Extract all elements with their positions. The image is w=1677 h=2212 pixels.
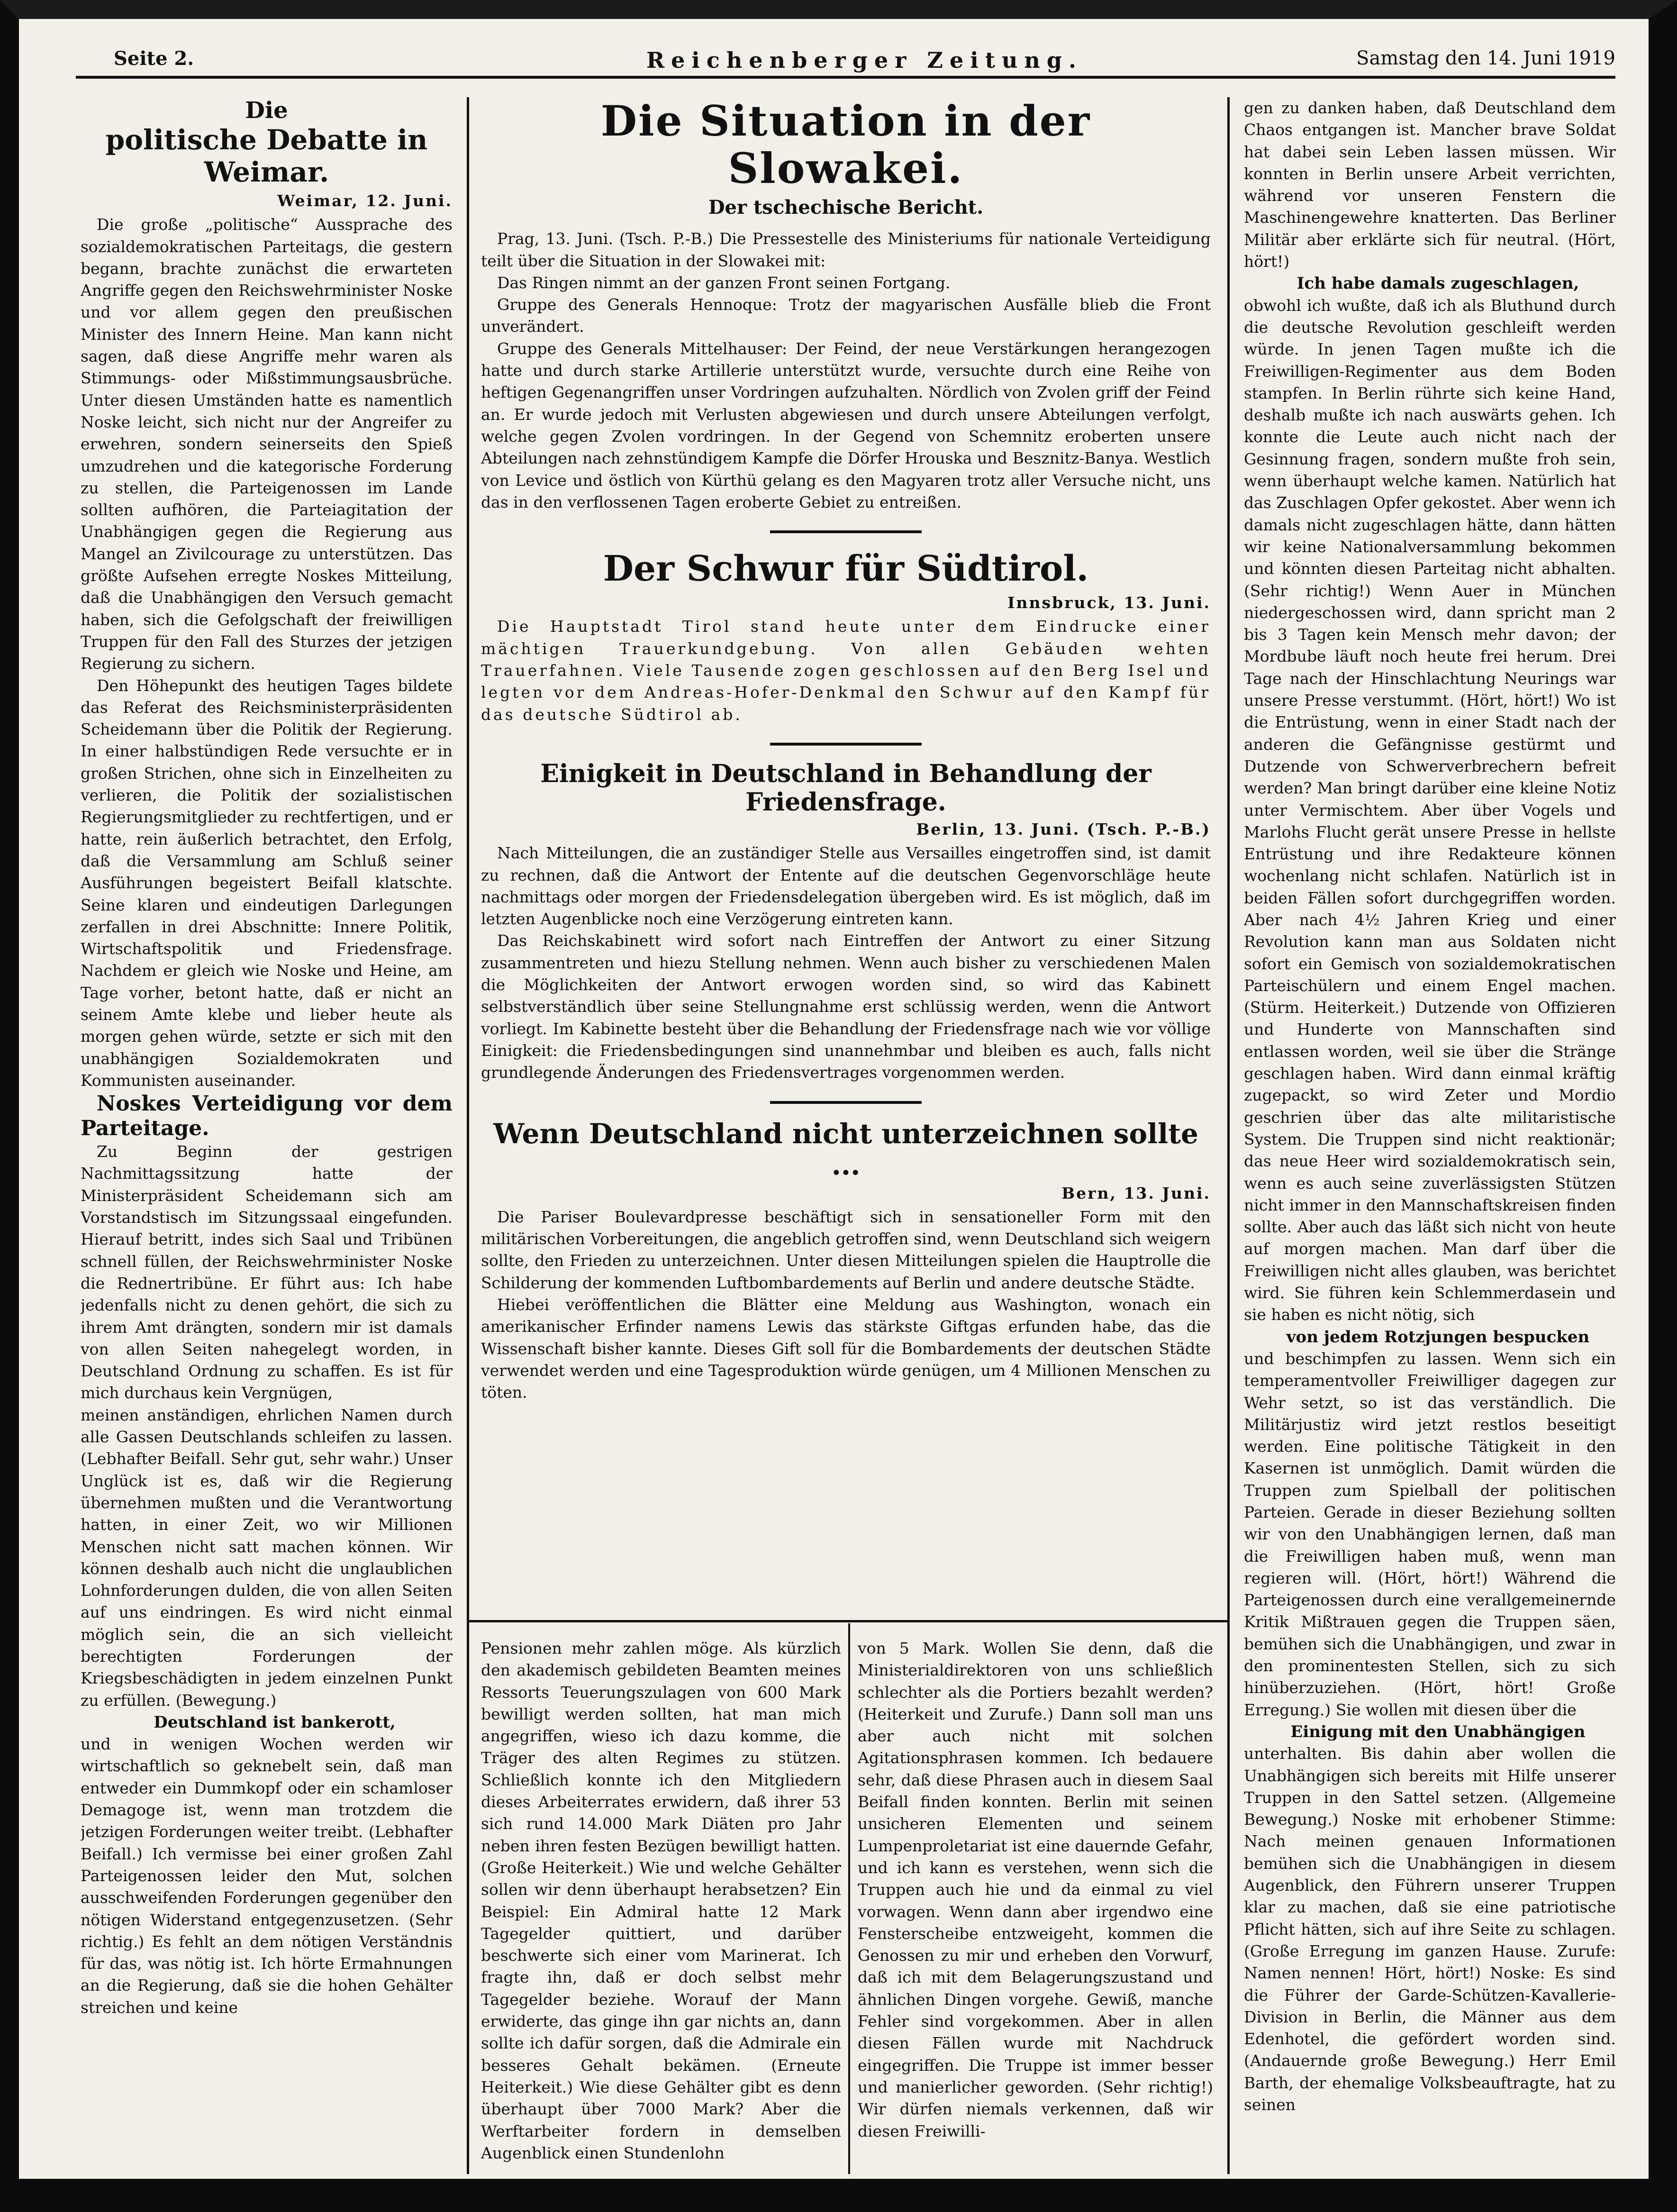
newspaper-name: Reichenberger Zeitung. xyxy=(646,47,1083,73)
paragraph: Gruppe des Generals Hennoque: Trotz der magyarischen Ausfälle blieb die Front unverändert. xyxy=(481,295,1211,336)
section-rule xyxy=(469,1620,1227,1622)
article-title: Wenn Deutschland nicht unterzeichnen sollte ... xyxy=(493,1117,1198,1181)
issue-date: Samstag den 14. Juni 1919 xyxy=(1356,47,1615,69)
article-title: politische Debatte in Weimar. xyxy=(105,124,428,188)
dateline: Bern, 13. Juni. xyxy=(1061,1183,1211,1202)
page-number: Seite 2. xyxy=(114,47,194,70)
dateline: Innsbruck, 13. Juni. xyxy=(1007,593,1211,612)
paragraph: Die Hauptstadt Tirol stand heute unter dem Eindrucke einer mächtigen Trauerkundgebung. Von allen Gebäuden wehten Trauerfahnen. Viele Tausende zogen geschlossen auf den Berg Isel und legten vor dem Andreas-Hofer-Denkmal den Schwur auf den Kampf für das deutsche Südtirol ab. xyxy=(481,617,1211,724)
article-title: Der Schwur für Südtirol. xyxy=(603,548,1089,590)
dateline: Berlin, 13. Juni. (Tsch. P.-B.) xyxy=(916,819,1211,838)
column-center-lower-right xyxy=(858,1638,1213,2174)
paragraph: Das Reichskabinett wird sofort nach Eintreffen der Antwort zu einer Sitzung zusammentreten und hiezu Stellung nehmen. Wenn auch bisher zu verschiedenen Malen die Möglichkeiten der Antwort erwogen worden sind, so wird das Kabinett selbstverständlich über seine Stellungnahme erst schlüssig werden, wenn die Antwort vorliegt. Im Kabinette besteht über die Behandlung der Friedensfrage nach wie vor völlige Einigkeit: die Friedensbedingungen sind unannehmbar und bleiben es auch, falls nicht grundlegende Änderungen des Friedensvertrages vorgenommen werden. xyxy=(481,931,1211,1082)
subheading: Deutschland ist bankerott, xyxy=(154,1712,396,1732)
paragraph: und beschimpfen zu lassen. Wenn sich ein temperamentvoller Freiwilliger dagegen zur Wehr setzt, so ist das verständlich. Die Militärjustiz wird jetzt restlos beseitigt werden. Eine politische Tätigkeit in den Kasernen ist unmöglich. Damit würden die Truppen zum Spielball der politischen Parteien. Gerade in dieser Beziehung sollten wir von den Unabhängigen lernen, daß man die Freiwilligen haben muß, wenn man regieren will. (Hört, hört!) Während die Parteigenossen durch eine verallgemeinernde Kritik Mißtrauen gegen die Truppen säen, bemühen sich die Unabhängigen, und zwar in den prominentesten Stellen, sich zu sich hinüberzuziehen. (Hört, hört! Große Erregung.) Sie wollen mit diesen über die xyxy=(1244,1349,1616,1719)
subheading: von jedem Rotzjungen bespucken xyxy=(1286,1327,1590,1347)
divider xyxy=(770,743,922,746)
column-rule-right xyxy=(1227,97,1230,2174)
dateline: Weimar, 12. Juni. xyxy=(277,191,453,210)
column-left xyxy=(81,97,453,2174)
masthead xyxy=(114,47,1615,76)
paragraph: Die Pariser Boulevardpresse beschäftigt sich in sensationeller Form mit den militärischen Vorbereitungen, die angeblich getroffen sind, wenn Deutschland sich weigern sollte, den Frieden zu unterzeichnen. Unter diesen Mitteilungen spielen die Hauptrolle die Schilderung der kommenden Luftbombardements auf Berlin und andere deutsche Städte. xyxy=(481,1207,1211,1292)
column-center xyxy=(481,97,1211,1609)
paragraph: Gruppe des Generals Mittelhauser: Der Feind, der neue Verstärkungen herangezogen hatte und durch starke Artillerie unterstützt wurde, versuchte durch eine Reihe von heftigen Gegenangriffen unser Vordringen aufzuhalten. Nördlich von Zvolen griff der Feind an. Er wurde jedoch mit Verlusten abgewiesen und durch unsere Abteilungen verfolgt, welche gegen Zvolen vordringen. In der Gegend von Schemnitz eroberten unsere Abteilungen nach zehnstündigem Kampfe die Dörfer Hrouska und Besznitz-Banya. Westlich von Levice und östlich von Kürthü gelang es den Magyaren trotz aller Versuche nicht, uns das in den verflossenen Tagen eroberte Gebiet zu entreißen. xyxy=(481,339,1211,511)
paragraph: Nach Mitteilungen, die an zuständiger Stelle aus Versailles eingetroffen sind, ist damit zu rechnen, daß die Antwort der Entente auf die deutschen Gegenvorschläge heute nachmittags oder morgen der Friedensdelegation übergeben wird. Es ist möglich, daß im letzten Augenblicke noch eine Verzögerung eintreten kann. xyxy=(481,844,1211,928)
paragraph: Pensionen mehr zahlen möge. Als kürzlich den akademisch gebildeten Beamten meines Ressorts Teuerungszulagen von 600 Mark bewilligt werden sollten, hat man mich angegriffen, wieso ich dazu komme, die Träger des alten Regimes zu stützen. Schließlich konnte ich den Mitgliedern dieses Arbeiterrates erwidern, daß ihrer 53 sich rund 14.000 Mark Diäten pro Jahr neben ihren festen Bezügen bewilligt hatten. (Große Heiterkeit.) Wie und welche Gehälter sollen wir denn überhaupt herabsetzen? Ein Beispiel: Ein Admiral hatte 12 Mark Tagegelder quittiert, und darüber beschwerte sich einer vom Marinerat. Ich fragte ihn, daß er doch selbst mehr Tagegelder beziehe. Worauf der Mann erwiderte, das ginge ihn gar nichts an, dann sollte ich dafür sorgen, daß die Admirale ein besseres Gehalt bekämen. (Erneute Heiterkeit.) Wie diese Gehälter gibt es denn überhaupt über 7000 Mark? Aber die Werftarbeiter fordern in demselben Augenblick einen Stundenlohn xyxy=(481,1639,841,2162)
paragraph: Das Ringen nimmt an der ganzen Front seinen Fortgang. xyxy=(497,273,951,292)
paragraph: und in wenigen Wochen werden wir wirtschaftlich so geknebelt sein, daß man entweder ein Dummkopf oder ein schamloser Demagoge ist, wenn man trotzdem die jetzigen Forderungen weiter treibt. (Lebhafter Beifall.) Ich vermisse bei einer großen Zahl Parteigenossen leider den Mut, solchen ausschweifenden Forderungen gegenüber den nötigen Widerstand entgegenzusetzen. (Sehr richtig.) Es fehlt an dem nötigen Verständnis für das, was nötig ist. Ich hörte Ermahnungen an die Regierung, daß sie die hohen Gehälter streichen und keine xyxy=(81,1735,453,2017)
subheading: Ich habe damals zugeschlagen, xyxy=(1296,274,1579,293)
paragraph: meinen anständigen, ehrlichen Namen durch alle Gassen Deutschlands schleifen zu lassen. (Lebhafter Beifall. Sehr gut, sehr wahr.) Unser Unglück ist es, daß wir die Regierung übernehmen mußten und die Verantwortung hatten, in einer Zeit, wo wir Millionen Menschen nicht satt machen können. Wir können deshalb auch nicht die unglaublichen Lohnforderungen dulden, die von allen Seiten auf uns eindringen. Es wird nicht einmal möglich sein, die an sich vielleicht berechtigten Forderungen der Kriegsbeschädigten in jedem einzelnen Punkt zu erfüllen. (Bewegung.) xyxy=(81,1405,453,1710)
column-rule-left xyxy=(467,97,469,2174)
paragraph: Die große „politische“ Aussprache des sozialdemokratischen Parteitags, die gestern begann, brachte zunächst die erwarteten Angriffe gegen den Reichswehrminister Noske und vor allem gegen den preußischen Minister des Innern Heine. Man kann nicht sagen, daß diese Angriffe mehr waren als Stimmungs- oder Mißstimmungsausbrüche. Unter diesen Umständen hatte es namentlich Noske leicht, sich nicht nur der Angreifer zu erwehren, sondern seinerseits den Spieß umzudrehen und die kategorische Forderung zu stellen, die Parteigenossen im Lande sollten aufhören, die Parteiagitation der Unabhängigen gegen die Regierung aus Mangel an Zivilcourage zu unterstützen. Das größte Aufsehen erregte Noskes Mitteilung, daß die Unabhängigen den Versuch gemacht haben, sich die Gefolgschaft der freiwilligen Truppen für den Fall des Sturzes der jetzigen Regierung zu sichern. xyxy=(81,215,453,673)
article-title-kicker: Die xyxy=(245,97,288,124)
column-right xyxy=(1244,97,1616,2174)
article-title: Einigkeit in Deutschland in Behandlung der Friedensfrage. xyxy=(540,759,1151,817)
section-heading: Noskes Verteidigung vor dem Parteitage. xyxy=(81,1092,453,1141)
paragraph: Zu Beginn der gestrigen Nachmittagssitzung hatte der Ministerpräsident Scheidemann sich am Vorstandstisch im Sitzungssaal eingefunden. Hierauf betritt, indes sich Saal und Tribünen schnell füllen, der Reichswehrminister Noske die Rednertribüne. Er führt aus: Ich habe jedenfalls nicht zu denen gehört, die sich zu ihrem Amt drängten, sondern mir ist damals von allen Seiten nahegelegt worden, in Deutschland Ordnung zu schaffen. Es ist für mich durchaus kein Vergnügen, xyxy=(81,1142,453,1402)
column-rule-mid xyxy=(848,1623,850,2174)
article-subtitle: Der tschechische Bericht. xyxy=(708,196,984,218)
column-center-lower-left xyxy=(481,1638,841,2174)
subheading: Einigung mit den Unabhängigen xyxy=(1290,1722,1586,1741)
article-title: Die Situation in der Slowakei. xyxy=(600,97,1091,193)
divider xyxy=(770,530,922,533)
paragraph: gen zu danken haben, daß Deutschland dem Chaos entgangen ist. Mancher brave Soldat hat dabei sein Leben lassen müssen. Wir konnten in Berlin unsere Arbeit verrichten, während vor unseren Fenstern die Maschinengewehre knatterten. Das Berliner Militär aber erklärte sich für neutral. (Hört, hört!) xyxy=(1244,99,1616,271)
paragraph: Den Höhepunkt des heutigen Tages bildete das Referat des Reichsministerpräsidenten Scheidemann über die Politik der Regierung. In einer halbstündigen Rede versuchte er in großen Strichen, ohne sich in Einzelheiten zu verlieren, die Politik der sozialistischen Regierungsmitglieder zu rechtfertigen, und er hatte, rein äußerlich betrachtet, den Erfolg, daß die Versammlung am Schluß seiner Ausführungen begeistert Beifall klatschte. Seine klaren und eindeutigen Darlegungen zerfallen in drei Abschnitte: Innere Politik, Wirtschaftspolitik und Friedensfrage. Nachdem er gleich wie Noske und Heine, am Tage vorher, betont hatte, daß er nicht an seinem Amte klebe und lieber heute als morgen gehen würde, setzte er sich mit den unabhängigen Sozialdemokraten und Kommunisten auseinander. xyxy=(81,676,453,1090)
header-rule xyxy=(76,76,1615,79)
paragraph: unterhalten. Bis dahin aber wollen die Unabhängigen sich bereits mit Hilfe unserer Truppen in den Sattel setzen. (Allgemeine Bewegung.) Noske mit erhobener Stimme: Nach meinen genauen Informationen bemühen sich die Unabhängigen in diesem Augenblick, den Führern unserer Truppen klar zu machen, daß sie eine patriotische Pflicht hätten, sich auf ihre Seite zu schlagen. (Große Erregung im ganzen Hause. Zurufe: Namen nennen! Hört, hört!) Noske: Es sind die Führer der Garde-Schützen-Kavallerie-Division in Berlin, die Männer aus dem Edenhotel, die gefördert worden sind. (Andauernde große Bewegung.) Herr Emil Barth, der ehemalige Volksbeauftragte, hat zu seinen xyxy=(1244,1744,1616,2114)
paragraph: Hiebei veröffentlichen die Blätter eine Meldung aus Washington, wonach ein amerikanischer Erfinder namens Lewis das stärkste Giftgas erfunden habe, das die Wissenschaft bisher kannte. Dieses Gift soll für die Bombardements der deutschen Städte verwendet werden und eine Tagesproduktion würde genügen, um 4 Millionen Menschen zu töten. xyxy=(481,1295,1211,1402)
paragraph: obwohl ich wußte, daß ich als Bluthund durch die deutsche Revolution geschleift werden würde. In jenen Tagen mußte ich die Freiwilligen-Regimenter aus dem Boden stampfen. In Berlin rührte sich keine Hand, deshalb mußte ich nach auswärts gehen. Ich konnte die Leute auch nicht nach der Gesinnung fragen, sondern mußte froh sein, wenn überhaupt welche kamen. Natürlich hat das Zuschlagen Opfer gekostet. Aber wenn ich damals nicht zugeschlagen hätte, dann hätten wir keine Nationalversammlung bekommen und könnten diesen Parteitag nicht abhalten. (Sehr richtig!) Wenn Auer in München niedergeschossen wird, dann spricht man 2 bis 3 Tagen kein Mensch mehr davon; der Mordbube läuft noch heute frei herum. Drei Tage nach der Hinschlachtung Neurings war unsere Presse verstummt. (Hört, hört!) Wo ist die Entrüstung, wenn in einer Stadt nach der anderen die Gefängnisse gestürmt und Dutzende von Schwerverbrechern befreit werden? Man bringt darüber eine kleine Notiz unter Vermischtem. Aber über Vogels und Marlohs Flucht gerät unsere Presse in hellste Entrüstung und ihre Redakteure können wochenlang nicht schlafen. Natürlich ist in beiden Fällen sofort durchgegriffen worden. Aber nach 4½ Jahren Krieg und einer Revolution kann man aus Soldaten nicht sofort ein Gemisch von sozialdemokratischen Parteischülern und einem Engel machen. (Stürm. Heiterkeit.) Dutzende von Offizieren und Hunderte von Mannschaften sind entlassen worden, weil sie über die Stränge geschlagen haben. Wird dann einmal kräftig zugepackt, so wird Zeter und Mordio geschrien über das alte militaristische System. Die Truppen sind nicht reaktionär; das neue Heer wird sozialdemokratisch sein, wenn es auch seine zuverlässigsten Stützen nicht immer in den Mannschaftskreisen finden sollte. Aber auch das läßt sich nicht von heute auf morgen machen. Man darf über die Freiwilligen nicht alles glauben, was berichtet wird. Sie führen kein Schlemmerdasein und sie haben es nicht nötig, sich xyxy=(1244,296,1616,1324)
paragraph: von 5 Mark. Wollen Sie denn, daß die Ministerialdirektoren von uns schließlich schlechter als die Portiers bezahlt werden? (Heiterkeit und Zurufe.) Dann soll man uns aber auch nicht mit solchen Agitationsphrasen kommen. Ich bedauere sehr, daß diese Phrasen auch in diesem Saal Beifall finden konnten. Berlin mit seinen unsicheren Elementen und seinem Lumpenproletariat ist eine dauernde Gefahr, und ich kann es verstehen, wenn sich die Truppen auch hie und da einmal zu viel vorwagen. Wenn dann aber irgendwo eine Fensterscheibe entzweigeht, kommen die Genossen zu mir und erheben den Vorwurf, daß ich mit dem Belagerungszustand und ähnlichen Dingen vorgehe. Gewiß, manche Fehler sind vorgekommen. Aber in allen diesen Fällen wurde mit Nachdruck eingegriffen. Die Truppe ist immer besser und manierlicher geworden. (Sehr richtig!) Wir dürfen niemals verkennen, daß wir diesen Freiwilli- xyxy=(858,1639,1213,2140)
paragraph: Prag, 13. Juni. (Tsch. P.-B.) Die Pressestelle des Ministeriums für nationale Verteidigung teilt über die Situation in der Slowakei mit: xyxy=(481,229,1211,270)
divider xyxy=(770,1101,922,1104)
